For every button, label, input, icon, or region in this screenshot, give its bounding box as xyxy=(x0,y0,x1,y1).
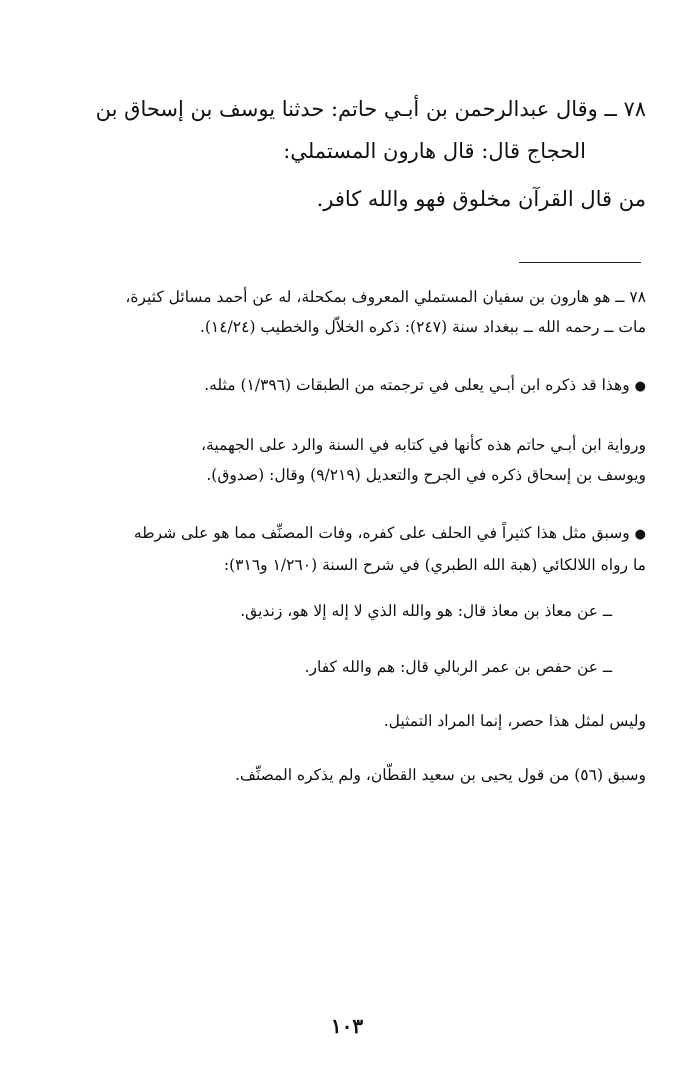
bullet-icon: ● xyxy=(634,527,646,542)
footnote-line: ــ عن معاذ بن معاذ قال: هو والله الذي لا إله إلا هو، زنديق. xyxy=(240,602,612,620)
footnote-line: ويوسف بن إسحاق ذكره في الجرح والتعديل (٩/٢١٩) وقال: (صدوق). xyxy=(206,466,646,484)
footnote-paragraph xyxy=(46,760,646,790)
footnote-paragraph xyxy=(46,430,646,490)
footnote-paragraph xyxy=(46,596,646,626)
footnote-line: ــ عن حفص بن عمر الربالي قال: هم والله كفار. xyxy=(304,658,612,676)
footnote-text: وهذا قد ذكره ابن أبـي يعلى في ترجمته من الطبقات (١/٣٩٦) مثله. xyxy=(204,376,630,394)
main-entry xyxy=(46,88,646,220)
footnote-line: وليس لمثل هذا حصر، إنما المراد التمثيل. xyxy=(383,712,646,730)
footnote-line: ورواية ابن أبـي حاتم هذه كأنها في كتابه في السنة والرد على الجهمية، xyxy=(201,436,646,454)
footnote-line xyxy=(46,370,646,402)
main-entry-line-1: ٧٨ ــ وقال عبدالرحمن بن أبـي حاتم: حدثنا يوسف بن إسحاق بن xyxy=(95,97,646,121)
footnotes xyxy=(46,282,646,818)
footnote-paragraph xyxy=(46,652,646,682)
footnote-paragraph xyxy=(46,370,646,402)
page-number: ١٠٣ xyxy=(330,1014,364,1038)
footnote-line: ٧٨ ــ هو هارون بن سفيان المستملي المعروف بمكحلة، له عن أحمد مسائل كثيرة، xyxy=(125,288,646,306)
footnote-line xyxy=(46,518,646,550)
main-entry-line-2: الحجاج قال: قال هارون المستملي: xyxy=(283,139,586,163)
main-entry-quote: من قال القرآن مخلوق فهو والله كافر. xyxy=(316,187,646,211)
footnote-line: مات ــ رحمه الله ــ ببغداد سنة (٢٤٧): ذكره الخلاّل والخطيب (١٤/٢٤). xyxy=(199,318,646,336)
footnote-paragraph xyxy=(46,706,646,736)
footnote-text: وسبق مثل هذا كثيراً في الحلف على كفره، وفات المصنِّف مما هو على شرطه xyxy=(133,524,630,542)
footnote-line: ما رواه اللالكائي (هبة الله الطبري) في شرح السنة (١/٢٦٠ و٣١٦): xyxy=(223,556,646,574)
footnote-line: وسبق (٥٦) من قول يحيى بن سعيد القطّان، ولم يذكره المصنِّف. xyxy=(235,766,646,784)
bullet-icon: ● xyxy=(634,379,646,394)
footnote-separator xyxy=(519,262,641,263)
footnote-paragraph xyxy=(46,282,646,342)
footnote-paragraph xyxy=(46,518,646,580)
